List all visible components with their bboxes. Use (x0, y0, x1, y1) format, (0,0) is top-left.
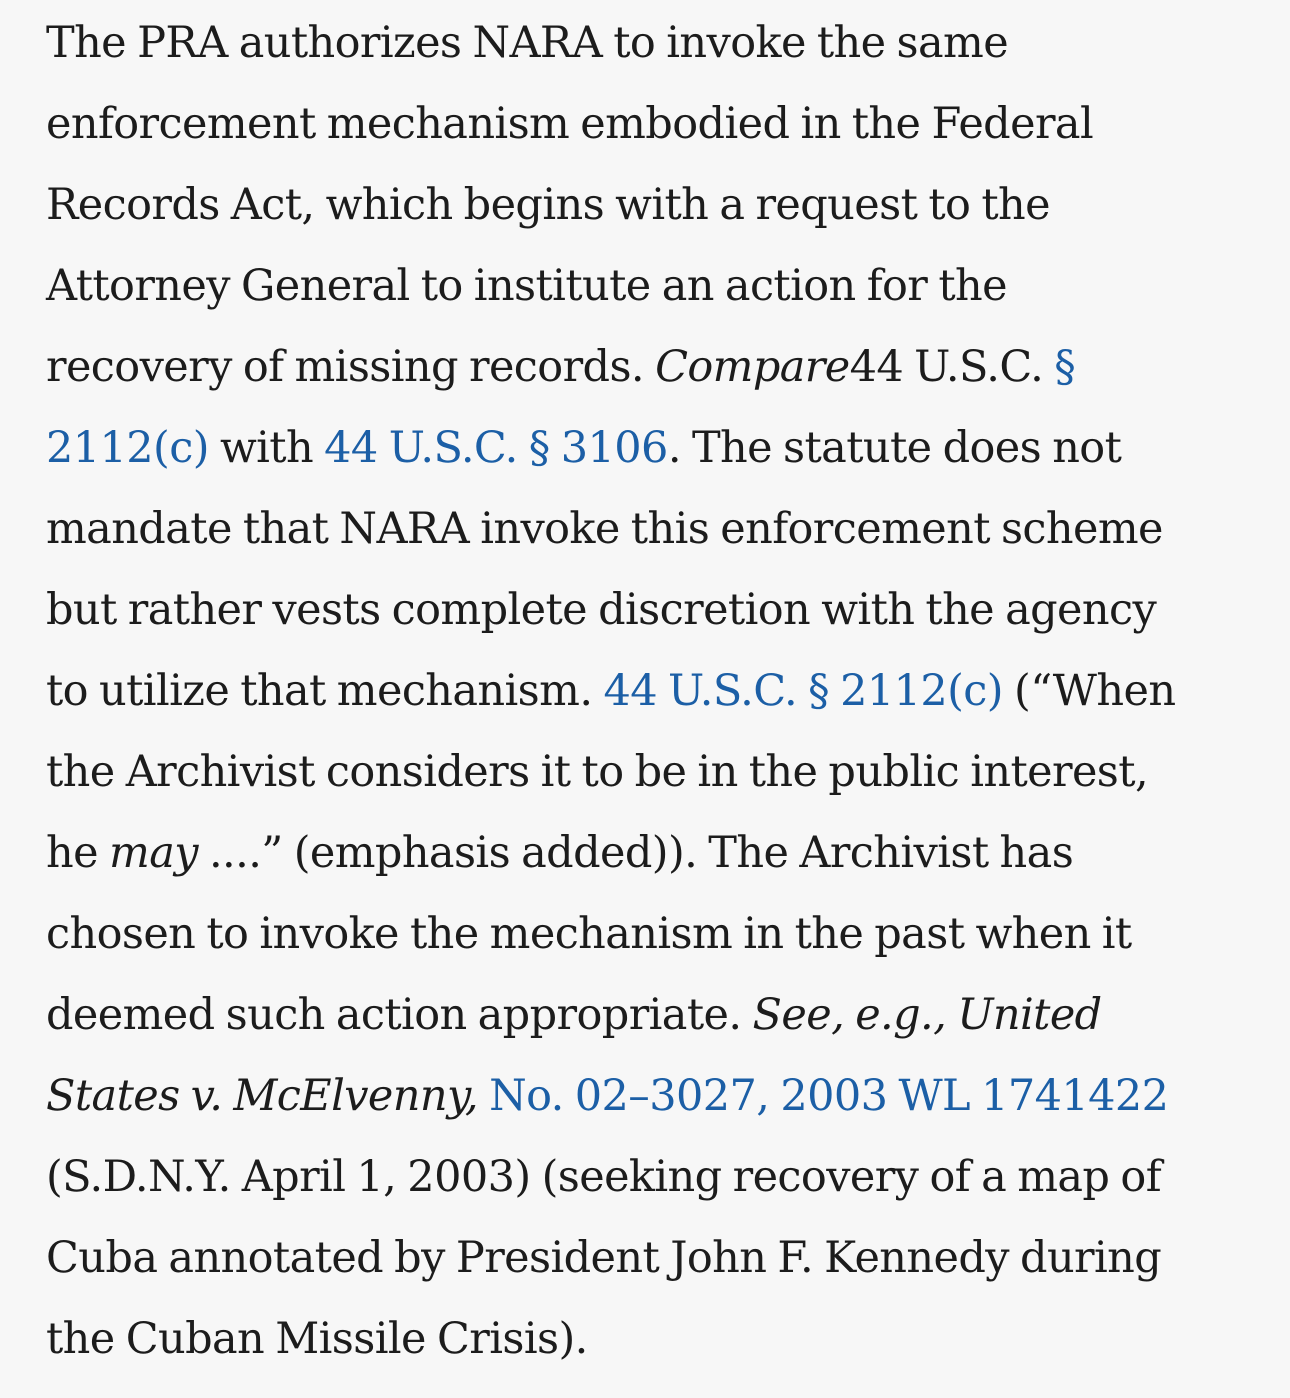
paragraph-line (46, 3, 1260, 84)
text-run: Cuba annotated by President John F. Kennedy during (46, 1233, 1162, 1283)
citation-link-44-usc-2112c-part2[interactable]: 2112(c) (46, 423, 209, 473)
paragraph-line (46, 408, 1260, 489)
citation-link-44-usc-2112c-part1[interactable]: § (1054, 342, 1076, 392)
text-run: (“When (1002, 666, 1176, 716)
italic-text: may (109, 828, 198, 878)
paragraph-line (46, 975, 1260, 1056)
paragraph-line (46, 732, 1260, 813)
text-run: Records Act, which begins with a request to the (46, 180, 1050, 230)
citation-link-44-usc-2112c[interactable]: 44 U.S.C. § 2112(c) (603, 666, 1003, 716)
italic-text: Compare (655, 342, 850, 392)
paragraph-line (46, 1218, 1260, 1299)
text-run: the Cuban Missile Crisis). (46, 1314, 588, 1364)
paragraph-line (46, 84, 1260, 165)
paragraph-line (46, 1299, 1260, 1380)
paragraph-line (46, 165, 1260, 246)
paragraph-line (46, 327, 1260, 408)
text-run: chosen to invoke the mechanism in the past when it (46, 909, 1132, 959)
body-paragraph (46, 3, 1260, 1380)
text-run: but rather vests complete discretion with the agency (46, 585, 1157, 635)
text-run: the Archivist considers it to be in the public interest, (46, 747, 1149, 797)
document-content (0, 3, 1290, 1380)
text-run: enforcement mechanism embodied in the Federal (46, 99, 1094, 149)
paragraph-line (46, 651, 1260, 732)
text-run: with (208, 423, 325, 473)
text-run: he (46, 828, 110, 878)
paragraph-line (46, 1056, 1260, 1137)
paragraph-line (46, 570, 1260, 651)
text-run: (S.D.N.Y. April 1, 2003) (seeking recovery of a map of (46, 1152, 1162, 1202)
paragraph-line (46, 246, 1260, 327)
paragraph-line (46, 489, 1260, 570)
paragraph-line (46, 1137, 1260, 1218)
citation-link-mcelvenny[interactable]: No. 02–3027, 2003 WL 1741422 (489, 1071, 1169, 1121)
text-run: Attorney General to institute an action for the (46, 261, 1007, 311)
text-run: The PRA authorizes NARA to invoke the same (46, 18, 1009, 68)
text-run: mandate that NARA invoke this enforcement scheme (46, 504, 1163, 554)
text-run: deemed such action appropriate. (46, 990, 753, 1040)
text-run: recovery of missing records. (46, 342, 656, 392)
citation-link-44-usc-3106[interactable]: 44 U.S.C. § 3106 (324, 423, 668, 473)
italic-text: States v. McElvenny, (46, 1071, 478, 1121)
text-run: 44 U.S.C. (849, 342, 1055, 392)
text-run (478, 1071, 489, 1121)
paragraph-line (46, 813, 1260, 894)
text-run: ....” (emphasis added)). The Archivist has (197, 828, 1074, 878)
text-run: to utilize that mechanism. (46, 666, 604, 716)
paragraph-line (46, 894, 1260, 975)
text-run: . The statute does not (667, 423, 1122, 473)
italic-text: See, e.g., United (752, 990, 1102, 1040)
